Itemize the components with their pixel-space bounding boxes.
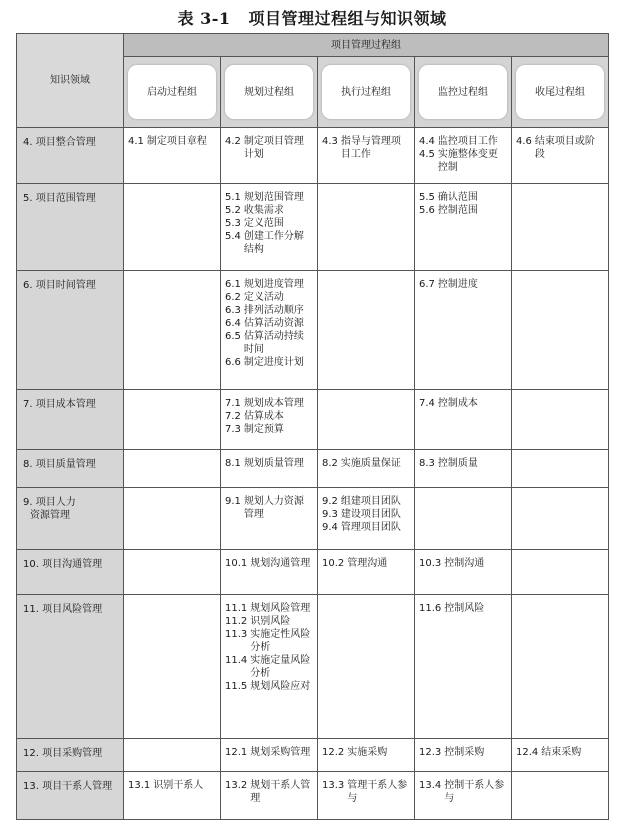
process-cell xyxy=(124,595,221,739)
process-cell xyxy=(415,128,512,184)
table-row xyxy=(17,271,609,390)
process-cell xyxy=(415,450,512,488)
process-item xyxy=(225,423,313,436)
knowledge-area-header: 知识领域 xyxy=(17,34,124,128)
knowledge-area-name: 4. 项目整合管理 xyxy=(23,137,96,148)
process-code: 7.4 xyxy=(419,398,435,409)
process-code: 4.5 xyxy=(419,149,435,160)
knowledge-area-name: 5. 项目范围管理 xyxy=(23,193,96,204)
knowledge-area-cell xyxy=(17,772,124,820)
process-cell xyxy=(318,772,415,820)
process-group-label: 规划过程组 xyxy=(225,65,313,119)
process-cell xyxy=(221,390,318,450)
process-name: 规划范围管理 xyxy=(243,192,304,203)
process-cell xyxy=(512,390,609,450)
process-code: 5.3 xyxy=(225,218,241,229)
process-group-executing xyxy=(318,57,415,128)
process-cell xyxy=(318,184,415,271)
process-item xyxy=(322,779,410,805)
process-code: 5.5 xyxy=(419,192,435,203)
knowledge-area-name: 7. 项目成本管理 xyxy=(23,399,96,410)
table-row xyxy=(17,739,609,772)
process-cell xyxy=(415,595,512,739)
process-cell xyxy=(124,128,221,184)
process-code: 5.4 xyxy=(225,231,241,242)
process-cell xyxy=(512,128,609,184)
process-name: 规划风险应对 xyxy=(250,681,311,692)
process-cell xyxy=(512,184,609,271)
process-item xyxy=(128,779,216,792)
process-code: 7.3 xyxy=(225,424,241,435)
process-cell xyxy=(512,739,609,772)
process-code: 7.1 xyxy=(225,398,241,409)
process-item xyxy=(419,148,507,174)
process-code: 13.2 xyxy=(225,780,248,791)
process-cell xyxy=(512,271,609,390)
process-name: 规划成本管理 xyxy=(243,398,304,409)
process-item xyxy=(225,135,313,161)
process-group-monitoring xyxy=(415,57,512,128)
process-cell xyxy=(124,271,221,390)
process-code: 4.1 xyxy=(128,136,144,147)
process-name: 估算成本 xyxy=(243,411,284,422)
process-cell xyxy=(221,488,318,550)
table-row xyxy=(17,772,609,820)
process-code: 13.4 xyxy=(419,780,442,791)
process-cell xyxy=(318,390,415,450)
process-code: 8.1 xyxy=(225,458,241,469)
process-name: 组建项目团队 xyxy=(340,496,401,507)
process-item xyxy=(225,495,313,521)
table-row xyxy=(17,184,609,271)
process-name: 控制进度 xyxy=(437,279,478,290)
process-item xyxy=(419,602,507,615)
process-cell xyxy=(318,128,415,184)
process-item xyxy=(322,135,410,161)
process-item xyxy=(225,680,313,693)
knowledge-area-name: 6. 项目时间管理 xyxy=(23,280,96,291)
knowledge-area-cell xyxy=(17,184,124,271)
process-cell xyxy=(124,390,221,450)
process-knowledge-table xyxy=(16,33,609,820)
process-cell xyxy=(318,450,415,488)
knowledge-area-cell xyxy=(17,390,124,450)
process-name: 规划沟通管理 xyxy=(250,558,311,569)
process-item xyxy=(516,135,604,161)
knowledge-area-cell xyxy=(17,739,124,772)
process-item xyxy=(322,557,410,570)
process-cell xyxy=(124,184,221,271)
process-code: 11.6 xyxy=(419,603,442,614)
table-number: 表 3-1 xyxy=(177,9,231,28)
process-item xyxy=(225,204,313,217)
process-name: 管理干系人参与 xyxy=(347,780,408,804)
process-item xyxy=(516,746,604,759)
process-code: 4.4 xyxy=(419,136,435,147)
process-group-label: 监控过程组 xyxy=(419,65,507,119)
process-item xyxy=(419,204,507,217)
process-name: 实施定性风险分析 xyxy=(250,629,311,653)
process-item xyxy=(225,317,313,330)
process-code: 6.7 xyxy=(419,279,435,290)
process-item xyxy=(225,557,313,570)
process-name: 收集需求 xyxy=(243,205,284,216)
process-name: 制定项目章程 xyxy=(146,136,207,147)
process-cell xyxy=(124,739,221,772)
process-item xyxy=(225,457,313,470)
process-cell xyxy=(512,550,609,595)
process-name: 指导与管理项目工作 xyxy=(340,136,401,160)
process-name: 管理沟通 xyxy=(347,558,388,569)
process-cell xyxy=(221,739,318,772)
process-name: 规划采购管理 xyxy=(250,747,311,758)
process-item xyxy=(225,410,313,423)
process-code: 6.2 xyxy=(225,292,241,303)
knowledge-area-name: 13. 项目干系人管理 xyxy=(23,781,113,792)
process-code: 12.4 xyxy=(516,747,539,758)
process-code: 4.3 xyxy=(322,136,338,147)
process-item xyxy=(419,746,507,759)
process-name: 控制质量 xyxy=(437,458,478,469)
knowledge-area-name: 11. 项目风险管理 xyxy=(23,604,103,615)
process-cell xyxy=(415,488,512,550)
process-cell xyxy=(318,488,415,550)
process-name: 管理项目团队 xyxy=(340,522,401,533)
process-name: 制定进度计划 xyxy=(243,357,304,368)
knowledge-area-cell xyxy=(17,550,124,595)
process-item xyxy=(225,230,313,256)
process-code: 6.5 xyxy=(225,331,241,342)
process-item xyxy=(225,397,313,410)
process-code: 5.6 xyxy=(419,205,435,216)
process-name: 排列活动顺序 xyxy=(243,305,304,316)
knowledge-area-cell xyxy=(17,450,124,488)
table-row xyxy=(17,390,609,450)
process-group-planning xyxy=(221,57,318,128)
process-cell xyxy=(221,184,318,271)
process-cell xyxy=(124,488,221,550)
process-item xyxy=(225,291,313,304)
process-name: 定义范围 xyxy=(243,218,284,229)
process-cell xyxy=(415,390,512,450)
process-name: 创建工作分解结构 xyxy=(243,231,304,255)
process-name: 识别干系人 xyxy=(153,780,204,791)
table-row xyxy=(17,450,609,488)
process-cell xyxy=(221,595,318,739)
process-item xyxy=(322,746,410,759)
process-name: 规划人力资源管理 xyxy=(243,496,304,520)
process-code: 8.2 xyxy=(322,458,338,469)
process-name: 实施采购 xyxy=(347,747,388,758)
process-name: 控制成本 xyxy=(437,398,478,409)
process-code: 13.3 xyxy=(322,780,345,791)
process-code: 6.1 xyxy=(225,279,241,290)
process-item xyxy=(225,779,313,805)
process-name: 规划进度管理 xyxy=(243,279,304,290)
process-cell xyxy=(415,184,512,271)
process-item xyxy=(322,495,410,508)
process-name: 规划质量管理 xyxy=(243,458,304,469)
process-code: 5.1 xyxy=(225,192,241,203)
process-cell xyxy=(124,772,221,820)
process-cell xyxy=(318,550,415,595)
process-group-closing xyxy=(512,57,609,128)
knowledge-area-name: 10. 项目沟通管理 xyxy=(23,559,103,570)
process-item xyxy=(419,278,507,291)
process-code: 10.2 xyxy=(322,558,345,569)
process-item xyxy=(225,191,313,204)
knowledge-area-cell xyxy=(17,128,124,184)
process-cell xyxy=(221,128,318,184)
process-name: 建设项目团队 xyxy=(340,509,401,520)
knowledge-area-name: 12. 项目采购管理 xyxy=(23,748,103,759)
process-code: 4.6 xyxy=(516,136,532,147)
process-name: 控制范围 xyxy=(437,205,478,216)
process-cell xyxy=(512,772,609,820)
knowledge-area-name: 8. 项目质量管理 xyxy=(23,459,96,470)
process-name: 规划干系人管理 xyxy=(250,780,311,804)
process-code: 9.2 xyxy=(322,496,338,507)
process-name: 估算活动持续时间 xyxy=(243,331,304,355)
process-cell xyxy=(124,550,221,595)
process-name: 监控项目工作 xyxy=(437,136,498,147)
process-item xyxy=(419,779,507,805)
process-item xyxy=(419,457,507,470)
process-name: 实施质量保证 xyxy=(340,458,401,469)
process-item xyxy=(225,602,313,615)
knowledge-area-name: 9. 项目人力 xyxy=(23,497,76,508)
process-item xyxy=(225,615,313,628)
process-code: 6.6 xyxy=(225,357,241,368)
process-item xyxy=(225,304,313,317)
process-code: 10.3 xyxy=(419,558,442,569)
process-name: 控制沟通 xyxy=(444,558,485,569)
process-item xyxy=(128,135,216,148)
process-name: 制定项目管理计划 xyxy=(243,136,304,160)
process-cell xyxy=(221,772,318,820)
process-item xyxy=(225,356,313,369)
process-code: 7.2 xyxy=(225,411,241,422)
knowledge-area-cell xyxy=(17,488,124,550)
table-row xyxy=(17,595,609,739)
process-code: 6.3 xyxy=(225,305,241,316)
knowledge-area-cell xyxy=(17,595,124,739)
process-cell xyxy=(318,739,415,772)
table-row xyxy=(17,488,609,550)
process-cell xyxy=(318,595,415,739)
process-name: 控制风险 xyxy=(444,603,485,614)
process-item xyxy=(419,135,507,148)
process-cell xyxy=(318,271,415,390)
process-name: 定义活动 xyxy=(243,292,284,303)
table-title: 项目管理过程组与知识领域 xyxy=(248,9,447,28)
process-item xyxy=(225,746,313,759)
process-item xyxy=(225,654,313,680)
process-code: 11.1 xyxy=(225,603,248,614)
process-code: 8.3 xyxy=(419,458,435,469)
process-code: 9.1 xyxy=(225,496,241,507)
process-item xyxy=(322,508,410,521)
process-code: 9.3 xyxy=(322,509,338,520)
process-cell xyxy=(415,550,512,595)
process-name: 估算活动资源 xyxy=(243,318,304,329)
process-cell xyxy=(512,595,609,739)
process-item xyxy=(419,397,507,410)
table-row xyxy=(17,550,609,595)
process-code: 11.3 xyxy=(225,629,248,640)
process-cell xyxy=(221,550,318,595)
process-group-header: 项目管理过程组 xyxy=(124,34,609,57)
process-item xyxy=(225,628,313,654)
process-cell xyxy=(512,450,609,488)
process-cell xyxy=(221,271,318,390)
knowledge-area-name: 资源管理 xyxy=(30,510,70,521)
process-group-label: 启动过程组 xyxy=(128,65,216,119)
process-name: 结束项目或阶段 xyxy=(534,136,595,160)
process-cell xyxy=(415,772,512,820)
process-name: 结束采购 xyxy=(541,747,582,758)
process-name: 控制干系人参与 xyxy=(444,780,505,804)
process-code: 13.1 xyxy=(128,780,151,791)
process-name: 控制采购 xyxy=(444,747,485,758)
process-item xyxy=(322,521,410,534)
table-row xyxy=(17,128,609,184)
process-code: 4.2 xyxy=(225,136,241,147)
table-caption xyxy=(0,6,624,29)
process-item xyxy=(225,330,313,356)
process-cell xyxy=(512,488,609,550)
process-item xyxy=(419,191,507,204)
process-group-label: 执行过程组 xyxy=(322,65,410,119)
process-name: 实施整体变更控制 xyxy=(437,149,498,173)
process-name: 制定预算 xyxy=(243,424,284,435)
process-group-label: 收尾过程组 xyxy=(516,65,604,119)
process-item xyxy=(419,557,507,570)
process-cell xyxy=(221,450,318,488)
process-name: 规划风险管理 xyxy=(250,603,311,614)
process-cell xyxy=(415,739,512,772)
process-code: 10.1 xyxy=(225,558,248,569)
process-code: 12.3 xyxy=(419,747,442,758)
process-code: 9.4 xyxy=(322,522,338,533)
process-name: 识别风险 xyxy=(250,616,291,627)
process-name: 确认范围 xyxy=(437,192,478,203)
process-code: 11.4 xyxy=(225,655,248,666)
process-code: 6.4 xyxy=(225,318,241,329)
process-name: 实施定量风险分析 xyxy=(250,655,311,679)
knowledge-area-cell xyxy=(17,271,124,390)
process-cell xyxy=(415,271,512,390)
process-code: 11.2 xyxy=(225,616,248,627)
process-code: 11.5 xyxy=(225,681,248,692)
process-cell xyxy=(124,450,221,488)
process-code: 12.2 xyxy=(322,747,345,758)
process-item xyxy=(322,457,410,470)
process-code: 5.2 xyxy=(225,205,241,216)
process-group-initiating xyxy=(124,57,221,128)
process-item xyxy=(225,278,313,291)
process-item xyxy=(225,217,313,230)
process-code: 12.1 xyxy=(225,747,248,758)
